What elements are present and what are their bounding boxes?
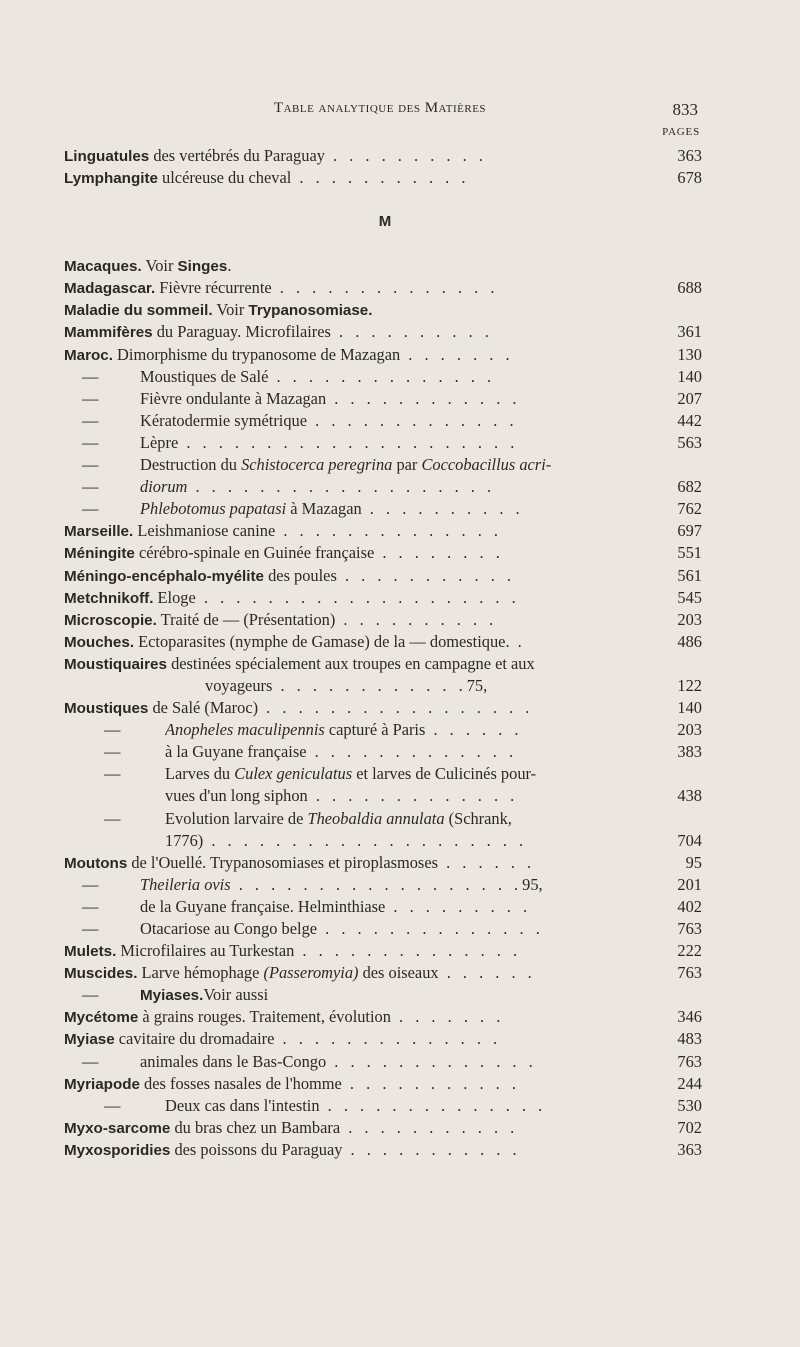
entry-page: 203 — [677, 609, 702, 629]
entry-text: vues d'un long siphon — [165, 786, 308, 806]
leader-dots: . . . . . . . . . . . — [340, 1117, 519, 1137]
entry-page: 763 — [677, 1051, 702, 1071]
leader-dots: . . . . . . . . . . . . . . — [294, 941, 522, 961]
index-entry — [0, 277, 800, 299]
entry-headword: Moustiques — [64, 700, 149, 718]
entry-text: animales dans le Bas-Congo — [140, 1051, 327, 1071]
entry-text: de l'Ouellé. Trypanosomiases et piroplasmoses — [127, 852, 438, 872]
entry-line — [64, 321, 634, 344]
leader-dots: . . . . . . . . . . . — [336, 565, 515, 585]
index-entry — [0, 255, 800, 277]
entry-text: de Salé (Maroc) — [148, 698, 259, 718]
index-entry — [0, 675, 800, 697]
entry-line — [64, 1028, 634, 1051]
entry-line — [165, 741, 635, 763]
entry-line — [165, 830, 635, 852]
entry-page: 361 — [677, 322, 702, 342]
leader-dots: . . . . . . . . . . . . . — [307, 786, 519, 806]
entry-page: 545 — [677, 587, 702, 607]
index-entry — [0, 962, 800, 984]
entry-line — [165, 785, 635, 807]
entry-line — [64, 542, 634, 565]
entry-text: Leishmaniose canine — [133, 521, 276, 541]
entry-headword: Mulets. — [64, 943, 117, 961]
ditto-dash: — — [82, 477, 99, 497]
entry-headword: Myriapode — [64, 1075, 140, 1093]
running-head — [60, 100, 700, 122]
entry-page: 551 — [677, 543, 702, 563]
entry-text: de la Guyane française. Helminthiase — [140, 896, 386, 916]
entry-text: cavitaire du dromadaire — [114, 1029, 275, 1049]
entry-line — [64, 1117, 634, 1140]
entry-headword: Myxosporidies — [64, 1141, 171, 1159]
entry-page: 203 — [677, 720, 702, 740]
entry-page: 442 — [677, 410, 702, 430]
entry-text: des poules — [264, 565, 337, 585]
entry-headword: Maroc. — [64, 346, 113, 364]
index-entry — [0, 542, 800, 564]
entry-headword: Madagascar. — [64, 280, 156, 298]
entry-page: 95 — [685, 852, 702, 872]
index-entry — [0, 830, 800, 852]
entry-text: cérébro-spinale en Guinée française — [134, 543, 375, 563]
section-m-entries — [0, 255, 800, 1161]
entry-text: du Paraguay. Microfilaires — [152, 322, 331, 342]
entry-page: 762 — [677, 499, 702, 519]
leader-dots: . . . . . . . . . . . . . — [307, 410, 518, 430]
entry-line — [64, 344, 634, 367]
entry-page: 563 — [677, 432, 702, 452]
index-entry — [0, 852, 800, 874]
entry-page: 222 — [677, 941, 702, 961]
ditto-dash: — — [104, 742, 121, 762]
index-entry — [0, 432, 800, 454]
entry-page: 346 — [677, 1007, 702, 1027]
entry-text: des fosses nasales de l'homme — [139, 1073, 342, 1093]
leader-dots: . — [509, 631, 526, 651]
entry-line — [165, 763, 635, 785]
pages-column-label: PAGES — [662, 126, 700, 138]
entry-text: Kératodermie symétrique — [140, 410, 308, 430]
entry-text: Microfilaires au Turkestan — [116, 941, 295, 961]
index-entry — [0, 1095, 800, 1117]
entry-line — [64, 277, 634, 300]
entry-headword: Macaques. — [64, 258, 142, 276]
index-entry — [0, 299, 800, 321]
entry-text: Lèpre — [140, 432, 179, 452]
leader-dots: . . . . . . . . . . . . — [272, 675, 467, 695]
entry-text: destinées spécialement aux troupes en campagne et aux — [166, 653, 535, 673]
index-entry — [0, 984, 800, 1006]
index-entry — [0, 896, 800, 918]
entry-headword: Lymphangite — [64, 170, 158, 188]
entry-text: à grains rouges. Traitement, évolution — [138, 1007, 391, 1027]
ditto-dash: — — [82, 410, 99, 430]
entry-headword: Mouches. — [64, 633, 135, 651]
entry-headword: Moustiquaires — [64, 655, 167, 673]
entry-text: des poissons du Paraguay — [170, 1139, 343, 1159]
entry-taxon: Phlebotomus papatasi — [140, 499, 287, 519]
entry-headword: Moutons — [64, 854, 128, 872]
entry-text: Fièvre ondulante à Mazagan — [140, 388, 327, 408]
entry-page: 682 — [677, 477, 702, 497]
entry-cross-reference: Trypanosomiase. — [248, 302, 373, 320]
entry-headword: Marseille. — [64, 523, 134, 541]
entry-line — [140, 454, 635, 476]
ditto-dash: — — [82, 388, 99, 408]
entry-line — [64, 653, 634, 676]
index-entry — [0, 167, 800, 189]
entry-text: voyageurs — [205, 675, 273, 695]
index-entry — [0, 785, 800, 807]
entry-headword: Méningite — [64, 545, 135, 563]
entry-page: 363 — [677, 146, 702, 165]
entry-headword: Metchnikoff. — [64, 589, 154, 607]
entry-taxon: Theileria ovis — [140, 874, 231, 894]
entry-line — [140, 896, 635, 918]
leader-dots: . . . . . . . . — [374, 543, 504, 563]
entry-extra-page: 75, — [466, 675, 488, 695]
index-entry — [0, 940, 800, 962]
entry-text: ulcéreuse du cheval — [157, 168, 292, 188]
index-entry — [0, 454, 800, 476]
entry-text: Deux cas dans l'intestin — [165, 1095, 320, 1115]
entry-page: 122 — [677, 675, 702, 695]
entry-headword: Linguatules — [64, 148, 150, 165]
entry-line — [64, 852, 634, 875]
entry-text: Voir — [212, 300, 249, 320]
index-entry — [0, 631, 800, 653]
index-entry — [0, 587, 800, 609]
entry-page: 704 — [677, 830, 702, 850]
leader-dots: . . . . . . . . . . . . . . — [319, 1095, 547, 1115]
index-entry — [0, 1117, 800, 1139]
entry-headword: Microscopie. — [64, 611, 157, 629]
index-entry — [0, 653, 800, 675]
entry-line — [64, 1073, 634, 1096]
entry-text: 1776) — [165, 830, 204, 850]
section-letter: M — [378, 213, 392, 231]
entry-page: 140 — [677, 698, 702, 718]
entry-page: 207 — [677, 388, 702, 408]
ditto-dash: — — [82, 366, 99, 386]
entry-text: Traité de — (Présentation) — [156, 609, 336, 629]
entry-text: Dimorphisme du trypanosome de Mazagan — [112, 344, 401, 364]
entry-line — [64, 940, 634, 963]
entry-line — [140, 366, 635, 388]
entry-line — [140, 984, 635, 1007]
entry-page: 130 — [677, 344, 702, 364]
entry-page: 438 — [677, 786, 702, 806]
entry-page: 561 — [677, 565, 702, 585]
index-entry — [0, 1073, 800, 1095]
leader-dots: . . . . . . . . . . . . . . . . . . . . — [195, 587, 520, 607]
entry-page: 697 — [677, 521, 702, 541]
entry-page: 363 — [677, 1139, 702, 1159]
entry-line — [64, 587, 634, 610]
leader-dots: . . . . . . . . . — [385, 896, 532, 916]
entry-page: 244 — [677, 1073, 702, 1093]
leader-dots: . . . . . . . . . . . . . . — [275, 521, 502, 541]
entry-taxon: Anopheles maculipennis — [165, 720, 325, 740]
entry-text: Larves du — [165, 764, 235, 784]
entry-text: du bras chez un Bambara — [170, 1117, 341, 1137]
index-entry — [0, 918, 800, 940]
entry-page: 688 — [677, 278, 702, 298]
entry-headword: Mycétome — [64, 1009, 139, 1027]
ditto-dash: — — [82, 1051, 99, 1071]
entry-headword: Muscides. — [64, 965, 138, 983]
entry-text: Evolution larvaire de — [165, 808, 308, 828]
entry-line — [165, 719, 635, 741]
index-entry — [0, 565, 800, 587]
leader-dots: . . . . . . . . . . . . . . — [317, 919, 544, 938]
index-entry — [0, 476, 800, 498]
index-entry — [0, 1006, 800, 1028]
entry-page: 763 — [677, 919, 702, 938]
entry-line — [64, 609, 634, 632]
entry-taxon: Coccobacillus acri- — [421, 455, 552, 475]
leader-dots: . . . . . . . . . . . . . . — [274, 1029, 502, 1049]
entry-text: Fièvre récurrente — [155, 278, 272, 298]
entry-line — [64, 1006, 634, 1029]
entry-text: capturé à Paris — [324, 720, 426, 740]
leader-dots: . . . . . . . . . . . . — [326, 388, 521, 408]
entry-line — [205, 675, 635, 697]
index-entry — [0, 763, 800, 785]
entry-line — [140, 410, 635, 432]
index-entry — [0, 609, 800, 631]
leader-dots: . . . . . . . . . . . . . . — [268, 366, 496, 386]
entry-text: des vertébrés du Paraguay — [149, 146, 325, 165]
ditto-dash: — — [82, 432, 99, 452]
entry-text: Moustiques de Salé — [140, 366, 269, 386]
entry-page: 383 — [677, 742, 702, 762]
leader-dots: . . . . . . . . . . . — [291, 168, 470, 188]
leader-dots: . . . . . . . . . . — [361, 499, 524, 519]
entry-line — [64, 962, 634, 985]
entry-text: à Mazagan — [286, 499, 362, 519]
entry-extra-page: 95, — [522, 874, 543, 894]
entry-page: 201 — [677, 874, 702, 894]
leader-dots: . . . . . . . . . . . . . — [326, 1051, 537, 1071]
entry-text: Voir — [141, 256, 178, 276]
entry-cross-reference: Myiases. — [140, 987, 204, 1005]
entry-text: Voir aussi — [203, 985, 269, 1005]
leader-dots: . . . . . . . . . . . . . — [306, 742, 518, 762]
entry-line — [64, 565, 634, 588]
ditto-dash: — — [82, 499, 99, 519]
entry-text: Ectoparasites (nymphe de Gamase) de la — domestique. — [134, 631, 510, 651]
entry-page: 702 — [677, 1117, 702, 1137]
entry-line — [165, 1095, 635, 1117]
index-entry — [0, 410, 800, 432]
index-entry — [0, 321, 800, 343]
leader-dots: . . . . . . . . . . — [335, 609, 498, 629]
entry-text: et larves de Culicinés pour- — [352, 764, 537, 784]
ditto-dash: — — [104, 764, 121, 784]
leader-dots: . . . . . . . . . . . . . . . . . . . . . — [178, 432, 519, 452]
leader-dots: . . . . . . — [438, 963, 536, 983]
page-number: 833 — [672, 100, 698, 119]
entry-headword: Myiase — [64, 1031, 115, 1049]
entry-headword: Maladie du sommeil. — [64, 302, 213, 320]
leader-dots: . . . . . . . . . . . . . . . . . . . . — [203, 830, 528, 850]
ditto-dash: — — [104, 1095, 121, 1115]
entry-line — [140, 1051, 635, 1073]
entry-text: Larve hémophage — [137, 963, 264, 983]
index-entries — [0, 145, 800, 1161]
entry-text: . — [227, 256, 232, 276]
index-entry — [0, 874, 800, 896]
entry-page: 678 — [677, 168, 702, 188]
entry-text: Otacariose au Congo belge — [140, 919, 318, 938]
entry-taxon: Culex geniculatus — [234, 764, 353, 784]
entry-line — [64, 631, 634, 654]
entry-line — [140, 476, 635, 498]
ditto-dash: — — [82, 455, 99, 475]
index-entry — [0, 388, 800, 410]
entry-page: 763 — [677, 963, 702, 983]
running-title: Table analytique des Matières — [273, 100, 487, 116]
ditto-dash: — — [104, 720, 121, 740]
entry-page: 486 — [677, 631, 702, 651]
ditto-dash: — — [104, 808, 121, 828]
index-entry — [0, 697, 800, 719]
leader-dots: . . . . . . . — [400, 344, 514, 364]
entry-text: (Schrank, — [444, 808, 512, 828]
entry-cross-reference: Singes — [177, 258, 228, 276]
index-entry — [0, 1028, 800, 1050]
entry-line — [140, 498, 635, 520]
index-entry — [0, 808, 800, 830]
entry-line — [140, 432, 635, 454]
index-entry — [0, 145, 800, 167]
index-entry — [0, 1051, 800, 1073]
entry-taxon: diorum — [140, 477, 188, 497]
entry-page: 140 — [677, 366, 702, 386]
entry-page: 402 — [677, 896, 702, 916]
entry-line — [64, 1139, 634, 1162]
entry-taxon: Schistocerca peregrina — [241, 455, 393, 475]
entry-line — [140, 874, 635, 896]
entry-text: à la Guyane française — [165, 742, 307, 762]
index-entry — [0, 344, 800, 366]
entry-text: des oiseaux — [358, 963, 439, 983]
entry-page: 530 — [677, 1095, 702, 1115]
index-entry — [0, 366, 800, 388]
entry-taxon: Theobaldia annulata — [307, 808, 445, 828]
entry-line — [64, 299, 634, 322]
entry-page: 483 — [677, 1029, 702, 1049]
leader-dots: . . . . . . — [425, 720, 523, 740]
entry-headword: Méningo-encéphalo-myélite — [64, 567, 264, 585]
entry-taxon: (Passeromyia) — [263, 963, 359, 983]
index-entry — [0, 498, 800, 520]
entry-line — [64, 255, 634, 278]
leader-dots: . . . . . . . . . . . . . . — [271, 278, 499, 298]
leader-dots: . . . . . . . . . . . . . . . . . . . — [187, 477, 496, 497]
entry-text: par — [392, 455, 422, 475]
index-entry — [0, 719, 800, 741]
entry-line — [64, 697, 634, 720]
ditto-dash: — — [82, 874, 99, 894]
leader-dots: . . . . . . . . . . . — [341, 1073, 520, 1093]
leader-dots: . . . . . . . . . . . — [342, 1139, 521, 1159]
ditto-dash: — — [82, 919, 99, 938]
entry-headword: Mammifères — [64, 324, 153, 342]
index-entry — [0, 1139, 800, 1161]
entry-line — [165, 808, 635, 830]
leader-dots: . . . . . . . . . . . . . . . . . . — [230, 874, 523, 894]
leader-dots: . . . . . . . . . . . . . . . . . — [258, 698, 534, 718]
leader-dots: . . . . . . — [437, 852, 536, 872]
entry-line — [64, 520, 634, 543]
ditto-dash: — — [82, 896, 99, 916]
leader-dots: . . . . . . . . . . — [330, 322, 493, 342]
index-entry — [0, 520, 800, 542]
leader-dots: . . . . . . . . . . — [324, 146, 487, 165]
ditto-dash: — — [82, 985, 99, 1005]
leader-dots: . . . . . . . — [390, 1007, 505, 1027]
entry-text: Eloge — [153, 587, 196, 607]
entry-headword: Myxo-sarcome — [64, 1119, 171, 1137]
entry-text: Destruction du — [140, 455, 242, 475]
index-entry — [0, 741, 800, 763]
entry-line — [140, 918, 635, 940]
entry-line — [140, 388, 635, 410]
